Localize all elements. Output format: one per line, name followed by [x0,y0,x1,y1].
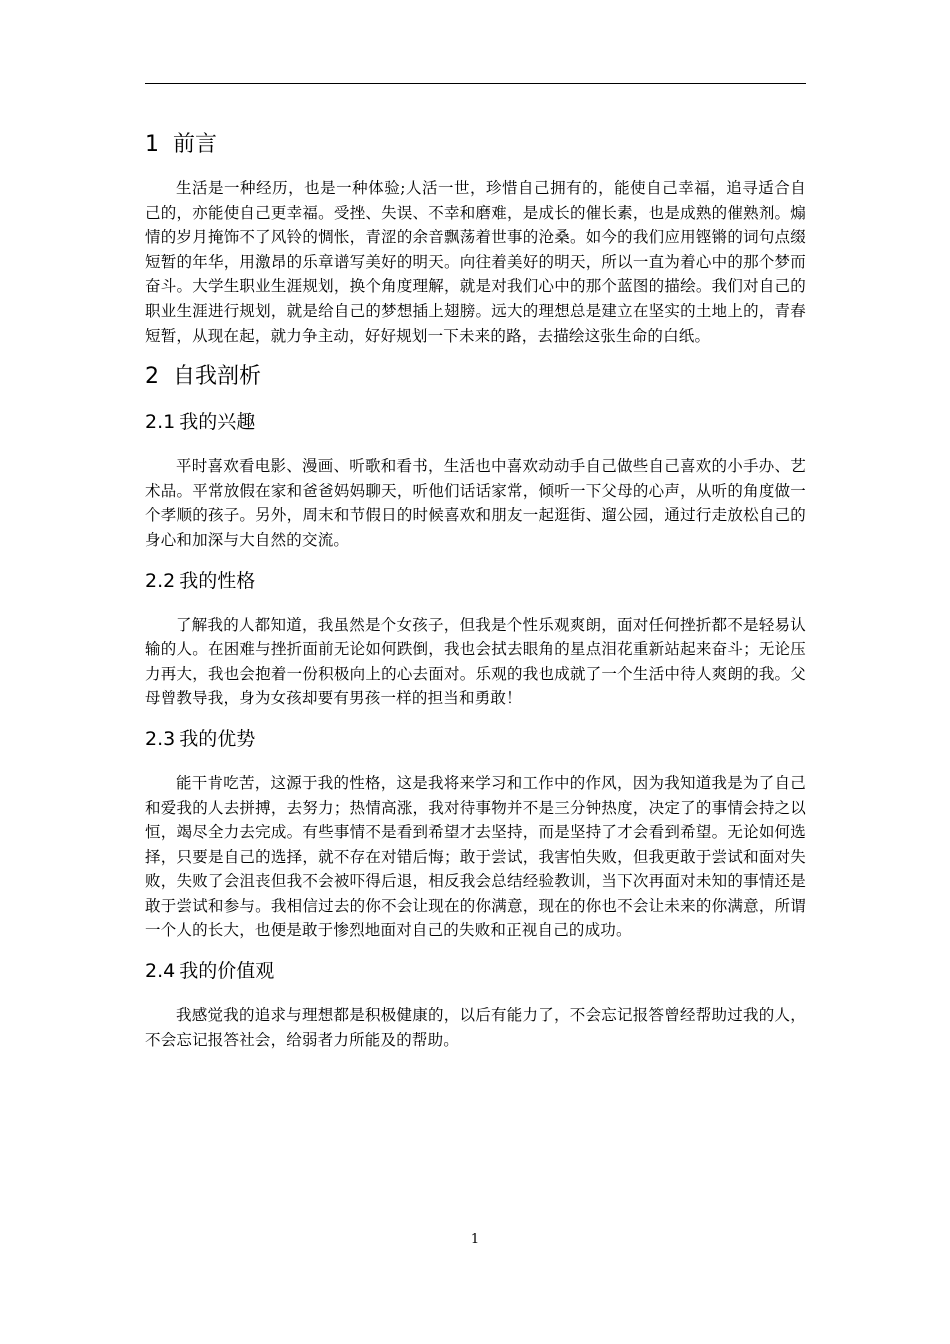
subsection-number: 2.2 [145,569,176,592]
personality-paragraph: 了解我的人都知道，我虽然是个女孩子，但我是个性乐观爽朗，面对任何挫折都不是轻易认输的人。在困难与挫折面前无论如何跌倒，我也会拭去眼角的星点泪花重新站起来奋斗；无论压力再大，我也会抱着一份积极向上的心去面对。乐观的我也成就了一个生活中待人爽朗的我。父母曾教导我，身为女孩却要有男孩一样的担当和勇敢！ [145,615,806,708]
subsection-number: 2.1 [145,411,176,434]
section-title: 前言 [173,132,218,157]
section-title: 自我剖析 [173,364,262,390]
header-rule [145,83,806,84]
subsection-heading-personality [145,567,806,595]
subsection-heading-values [145,957,806,985]
subsection-heading-strengths [145,725,806,753]
document-body [145,130,806,1066]
section-number: 2 [145,364,159,390]
values-paragraph: 我感觉我的追求与理想都是积极健康的，以后有能力了，不会忘记报答曾经帮助过我的人，不会忘记报答社会，给弱者力所能及的帮助。 [145,1006,806,1049]
page-number: 1 [470,1232,480,1247]
strengths-paragraph: 能干肯吃苦，这源于我的性格，这是我将来学习和工作中的作风，因为我知道我是为了自己和爱我的人去拼搏，去努力；热情高涨，我对待事物并不是三分钟热度，决定了的事情会持之以恒，竭尽全力去完成。有些事情不是看到希望才去坚持，而是坚持了才会看到希望。无论如何选择，只要是自己的选择，就不存在对错后悔；敢于尝试，我害怕失败，但我更敢于尝试和面对失败，失败了会沮丧但我不会被吓得后退，相反我会总结经验教训，当下次再面对未知的事情还是敢于尝试和参与。我相信过去的你不会让现在的你满意，现在的你也不会让未来的你满意，所谓一个人的长大，也便是敢于惨烈地面对自己的失败和正视自己的成功。 [145,773,806,940]
subsection-title: 我的优势 [179,727,256,750]
interests-paragraph: 平时喜欢看电影、漫画、听歌和看书，生活也中喜欢动动手自己做些自己喜欢的小手办、艺术品。平常放假在家和爸爸妈妈聊天，听他们话话家常，倾听一下父母的心声，从听的角度做一个孝顺的孩子。另外，周末和节假日的时候喜欢和朋友一起逛街、遛公园，通过行走放松自己的身心和加深与大自然的交流。 [145,457,806,549]
subsection-title: 我的价值观 [179,960,275,983]
section-number: 1 [145,132,159,157]
section-heading-self-analysis [145,362,806,392]
subsection-number: 2.4 [145,960,176,983]
subsection-title: 我的兴趣 [179,411,256,434]
foreword-paragraph: 生活是一种经历，也是一种体验;人活一世，珍惜自己拥有的，能使自己幸福，追寻适合自己的，亦能使自己更幸福。受挫、失误、不幸和磨难，是成长的催长素，也是成熟的催熟剂。煽情的岁月掩饰不了风铃的惆怅，青涩的余音飘荡着世事的沧桑。如今的我们应用铿锵的词句点缀短暂的年华，用激昂的乐章谱写美好的明天。向往着美好的明天，所以一直为着心中的那个梦而奋斗。大学生职业生涯规划，换个角度理解，就是对我们心中的那个蓝图的描绘。我们对自己的职业生涯进行规划，就是给自己的梦想插上翅膀。远大的理想总是建立在坚实的土地上的，青春短暂，从现在起，就力争主动，好好规划一下未来的路，去描绘这张生命的白纸。 [145,179,806,345]
subsection-number: 2.3 [145,727,176,750]
subsection-title: 我的性格 [179,569,256,592]
subsection-heading-interests [145,408,806,436]
section-heading-foreword [145,130,806,160]
